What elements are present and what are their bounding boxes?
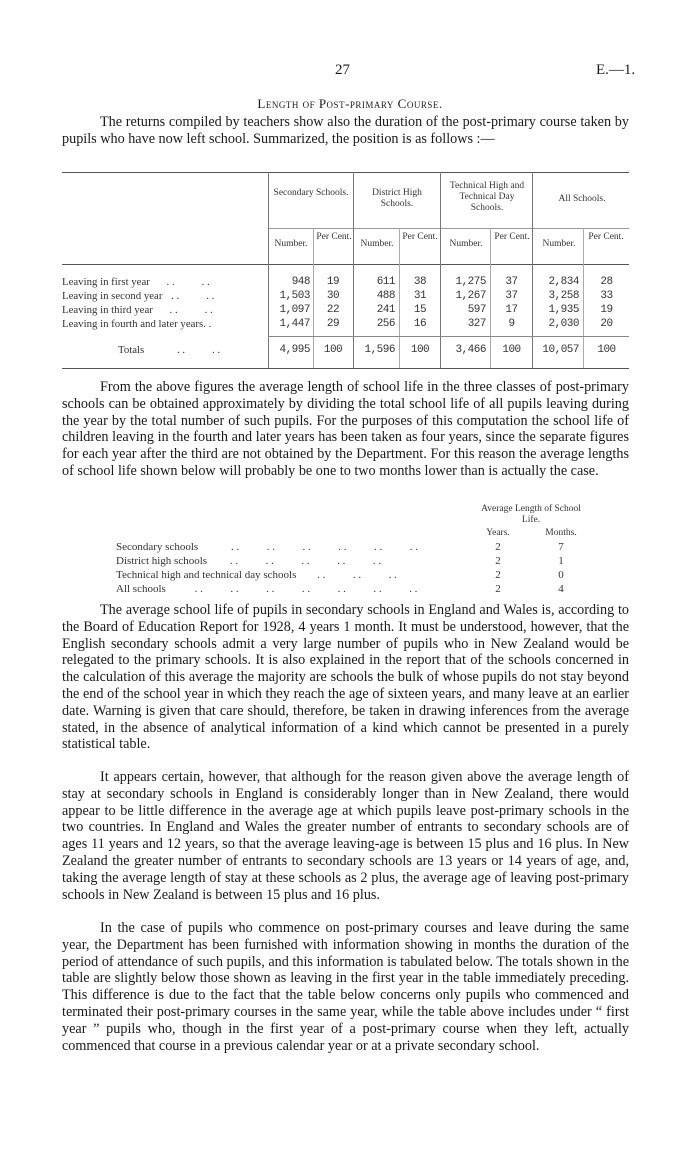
cell-technical-number: 327 (467, 318, 486, 330)
total-technical-number: 3,466 (455, 344, 486, 356)
average-school-life-table (116, 504, 636, 604)
cell-technical-percent: 9 (508, 318, 515, 330)
cell-all-percent: 33 (600, 290, 613, 302)
subheader-per-cent: Per Cent. (402, 232, 438, 242)
total-district-number: 1,596 (364, 344, 395, 356)
table-top-rule (62, 172, 629, 173)
cell-secondary-percent: 29 (326, 318, 340, 330)
row-label: Leaving in third year . . . . (62, 304, 213, 316)
cell-secondary-percent: 19 (326, 276, 340, 288)
cell-district-number: 488 (376, 290, 395, 302)
group-header-district-high: District High Schools. (372, 188, 422, 209)
years-value: 2 (495, 583, 501, 595)
paragraph-leaving-age: It appears certain, however, that although for the reason given above the average length of stay at secondary schools in England is considerably longer than in New Zealand, there would appear to be little difference in the average age at which pupils leave post-primary schools in the two countries. In England and Wales the greater number of entrants to secondary schools are of ages 11 years and 12 years, so that the average leaving-age is between 15 plus and 16 plus. In New Zealand the greater number of entrants to secondary schools are 13 years or 14 years of age, and, taking the average length of stay at these schools as 2 plus, the average age of leaving post-primary schools in New Zealand is between 15 plus and 16 plus. (62, 769, 629, 903)
cell-technical-percent: 37 (505, 290, 518, 302)
cell-secondary-number: 948 (291, 276, 310, 288)
col-divider (268, 172, 269, 368)
document-reference: E.—1. (596, 62, 636, 78)
cell-all-number: 1,935 (548, 304, 579, 316)
cell-all-percent: 20 (600, 318, 613, 330)
cell-technical-number: 1,275 (455, 276, 486, 288)
table2-row-label: District high schools . . . . . . . . . . (116, 555, 382, 567)
years-value: 2 (495, 541, 501, 553)
course-length-table (62, 172, 629, 372)
cell-district-percent: 38 (413, 276, 427, 288)
months-value: 1 (558, 555, 564, 567)
years-value: 2 (495, 555, 501, 567)
table2-row-label: Secondary schools . . . . . . . . . . . . (116, 541, 418, 553)
total-secondary-percent: 100 (323, 344, 343, 356)
col-years-header: Years. (486, 528, 510, 538)
table-bottom-rule (62, 368, 629, 369)
subheader-number: Number. (449, 239, 483, 249)
col-divider (440, 172, 441, 368)
subheader-number: Number. (360, 239, 394, 249)
subheader-per-cent: Per Cent. (588, 232, 624, 242)
cell-secondary-percent: 22 (326, 304, 340, 316)
total-technical-percent: 100 (502, 344, 521, 356)
group-rule (268, 228, 629, 229)
table2-row-label: All schools . . . . . . . . . . . . . . (116, 583, 418, 595)
total-all-percent: 100 (597, 344, 616, 356)
cell-all-number: 3,258 (548, 290, 579, 302)
table2-row-label: Technical high and technical day schools . . . . . . (116, 569, 397, 581)
cell-technical-number: 597 (467, 304, 486, 316)
col-divider (353, 172, 354, 368)
row-label: Leaving in first year . . . . (62, 276, 210, 288)
cell-district-percent: 16 (413, 318, 427, 330)
total-all-number: 10,057 (542, 344, 579, 356)
cell-all-number: 2,030 (548, 318, 579, 330)
total-district-percent: 100 (410, 344, 430, 356)
years-value: 2 (495, 569, 501, 581)
cell-all-percent: 28 (600, 276, 613, 288)
cell-district-number: 256 (376, 318, 395, 330)
cell-technical-percent: 37 (505, 276, 518, 288)
cell-all-number: 2,834 (548, 276, 579, 288)
row-label: Leaving in second year . . . . (62, 290, 215, 302)
col-months-header: Months. (545, 528, 577, 538)
cell-secondary-number: 1,447 (279, 318, 310, 330)
group-header-all-schools: All Schools. (558, 194, 606, 204)
section-title-text: Length of Post-primary Course. (257, 96, 443, 111)
cell-district-number: 241 (376, 304, 395, 316)
paragraph-same-year: In the case of pupils who commence on post-primary courses and leave during the same year, the Department has been furnished with information showing in months the duration of the period of attendance of such pupils, and this information is tabulated below. The totals shown in the table are slightly below those shown as leaving in the first year in the table immediately preceding. This difference is due to the fact that the table below concerns only pupils who commenced and terminated their post-primary courses in the same year, while the table above includes under “ first year ” pupils who, though in the first year of a post-primary course when they left, actually commenced that course in a previous calendar year or at a private secondary school. (62, 920, 629, 1054)
intro-paragraph: The returns compiled by teachers show also the duration of the post-primary course taken by pupils who have now left school. Summarized, the position is as follows :— (62, 114, 629, 147)
row-label: Leaving in fourth and later years. . (62, 318, 212, 330)
cell-district-percent: 15 (413, 304, 427, 316)
cell-all-percent: 19 (600, 304, 613, 316)
totals-label: Totals . . . . (118, 344, 221, 356)
cell-secondary-percent: 30 (326, 290, 340, 302)
cell-district-percent: 31 (413, 290, 427, 302)
table-header-rule (62, 264, 629, 265)
subheader-number: Number. (274, 239, 308, 249)
totals-rule (268, 336, 629, 337)
cell-technical-percent: 17 (505, 304, 518, 316)
subheader-per-cent: Per Cent. (494, 232, 530, 242)
table2-caption: Average Length of School Life. (481, 504, 581, 525)
cell-technical-number: 1,267 (455, 290, 486, 302)
page-number: 27 (335, 62, 350, 78)
cell-secondary-number: 1,097 (279, 304, 310, 316)
subheader-number: Number. (542, 239, 576, 249)
group-header-technical: Technical High and Technical Day Schools. (449, 181, 525, 213)
cell-district-number: 611 (376, 276, 395, 288)
months-value: 4 (558, 583, 564, 595)
months-value: 0 (558, 569, 564, 581)
paragraph-school-life: From the above figures the average length of school life in the three classes of post-primary schools can be obtained approximately by dividing the total school life of all pupils leaving during the year by the total number of such pupils. For the purposes of this computation the school life of children leaving in the fourth and later years has been taken as four years, since the separate figures for each year after the third are not obtained by the Department. For this reason the average lengths of school life shown below will probably be one to two months lower than is actually the case. (62, 379, 629, 479)
subheader-per-cent: Per Cent. (316, 232, 352, 242)
paragraph-england-comparison: The average school life of pupils in secondary schools in England and Wales is, according to the Board of Education Report for 1928, 4 years 1 month. It must be understood, however, that the English secondary schools admit a very large number of pupils who in New Zealand would be relegated to the primary schools. It is also explained in the report that of the schools concerned in the calculation of this average the majority are schools the bulk of whose pupils do not stay beyond the end of the school year in which they reach the age of sixteen years, and many leave at an earlier date. Warning is given that care should, therefore, be taken in drawing inferences from the average stated, in the absence of analytical information of a kind which cannot be presented in a purely statistical table. (62, 602, 629, 753)
col-divider (532, 172, 533, 368)
months-value: 7 (558, 541, 564, 553)
cell-secondary-number: 1,503 (279, 290, 310, 302)
total-secondary-number: 4,995 (279, 344, 310, 356)
section-title (0, 96, 700, 112)
group-header-secondary: Secondary Schools. (273, 188, 349, 198)
